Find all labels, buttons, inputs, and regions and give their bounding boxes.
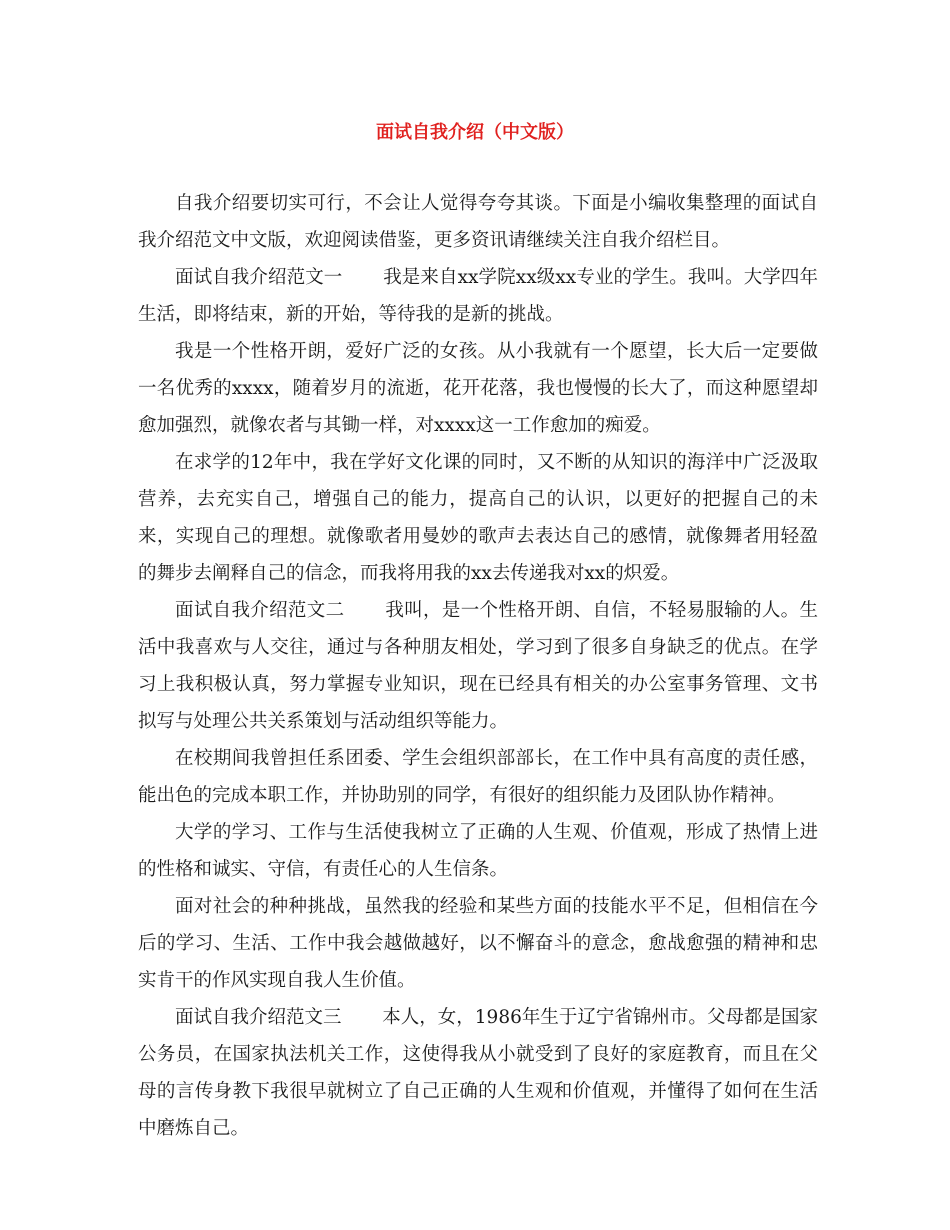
paragraph-text: 大学的学习、工作与生活使我树立了正确的人生观、价值观，形成了热情上进的性格和诚实、守信，有责任心的人生信条。 xyxy=(138,822,818,880)
paragraph xyxy=(138,259,818,333)
paragraph-text: 我是一个性格开朗，爱好广泛的女孩。从小我就有一个愿望，长大后一定要做一名优秀的xxxx，随着岁月的流逝，花开花落，我也慢慢的长大了，而这种愿望却愈加强烈，就像农者与其锄一样，对xxxx这一工作愈加的痴爱。 xyxy=(138,341,818,436)
paragraph-text: 自我介绍要切实可行，不会让人觉得夸夸其谈。下面是小编收集整理的面试自我介绍范文中文版，欢迎阅读借鉴，更多资讯请继续关注自我介绍栏目。 xyxy=(138,193,818,251)
paragraph-text: 我是来自xx学院xx级xx专业的学生。我叫。大学四年生活，即将结束，新的开始，等待我的是新的挑战。 xyxy=(138,267,818,325)
paragraph xyxy=(138,444,818,592)
document-title: 面试自我介绍（中文版） xyxy=(376,122,574,143)
paragraph xyxy=(138,740,818,814)
paragraph xyxy=(138,333,818,444)
paragraph-text: 面对社会的种种挑战，虽然我的经验和某些方面的技能水平不足，但相信在今后的学习、生活、工作中我会越做越好，以不懈奋斗的意念，愈战愈强的精神和忠实肯干的作风实现自我人生价值。 xyxy=(138,896,818,991)
section-heading: 面试自我介绍范文三 xyxy=(175,1007,342,1028)
paragraph-text: 在求学的12年中，我在学好文化课的同时，又不断的从知识的海洋中广泛汲取营养，去充实自己，增强自己的能力，提高自己的认识，以更好的把握自己的未来，实现自己的理想。就像歌者用曼妙的歌声去表达自己的感情，就像舞者用轻盈的舞步去阐释自己的信念，而我将用我的xx去传递我对xx的炽爱。 xyxy=(138,452,818,584)
paragraph-text: 我叫，是一个性格开朗、自信，不轻易服输的人。生活中我喜欢与人交往，通过与各种朋友相处，学习到了很多自身缺乏的优点。在学习上我积极认真，努力掌握专业知识，现在已经具有相关的办公室事务管理、文书拟写与处理公共关系策划与活动组织等能力。 xyxy=(138,600,818,732)
paragraph-text: 本人，女，1986年生于辽宁省锦州市。父母都是国家公务员，在国家执法机关工作，这使得我从小就受到了良好的家庭教育，而且在父母的言传身教下我很早就树立了自己正确的人生观和价值观，并懂得了如何在生活中磨炼自己。 xyxy=(138,1007,818,1139)
paragraph xyxy=(138,814,818,888)
section-heading: 面试自我介绍范文二 xyxy=(175,600,345,621)
paragraph xyxy=(138,888,818,999)
section-heading: 面试自我介绍范文一 xyxy=(175,267,343,288)
paragraph xyxy=(138,185,818,259)
paragraph-text: 在校期间我曾担任系团委、学生会组织部部长，在工作中具有高度的责任感，能出色的完成本职工作，并协助别的同学，有很好的组织能力及团队协作精神。 xyxy=(138,748,818,806)
paragraph xyxy=(138,592,818,740)
document-body xyxy=(138,185,818,1147)
paragraph xyxy=(138,999,818,1147)
